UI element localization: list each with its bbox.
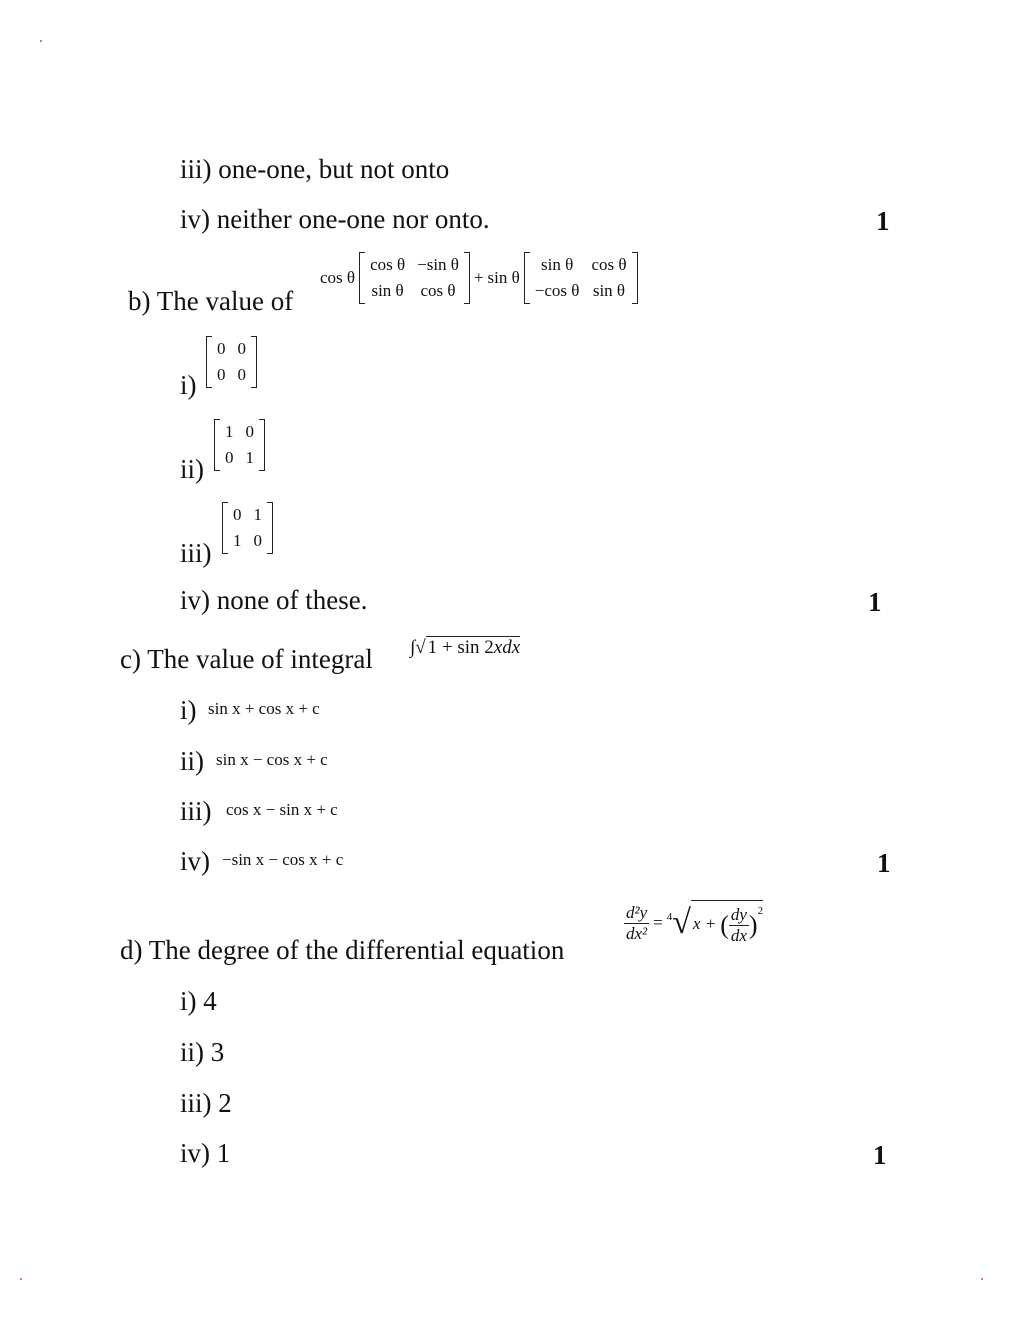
matrix-cell: 1 bbox=[253, 505, 262, 524]
option-d-iii bbox=[180, 1090, 232, 1117]
matrix-cell: 0 bbox=[237, 339, 246, 358]
option-b-ii-label: ii) bbox=[180, 454, 204, 484]
scan-artifact bbox=[981, 1278, 983, 1280]
question-d-prompt: d) The degree of the differential equation bbox=[120, 935, 565, 965]
option-label: ii) bbox=[180, 1037, 204, 1067]
scan-artifact bbox=[40, 40, 42, 42]
option-text: neither one-one nor onto. bbox=[216, 204, 490, 234]
matrix-cell: −sin θ bbox=[417, 255, 459, 274]
option-d-ii bbox=[180, 1039, 224, 1066]
option-c-ii-text: sin x − cos x + c bbox=[216, 750, 328, 769]
lhs-fraction bbox=[624, 903, 649, 944]
marks-d: 1 bbox=[873, 1140, 887, 1170]
option-label: iv) bbox=[180, 1138, 210, 1168]
matrix-cell: 0 bbox=[217, 365, 226, 384]
option-c-i-text: sin x + cos x + c bbox=[208, 699, 320, 718]
coef-sin: sin θ bbox=[487, 268, 520, 287]
option-c-iv-text: −sin x − cos x + c bbox=[222, 850, 344, 869]
marks-a: 1 bbox=[876, 206, 890, 236]
rhs-numerator: dy bbox=[730, 905, 747, 924]
option-text: none of these. bbox=[216, 585, 368, 615]
option-c-iii-label: iii) bbox=[180, 796, 212, 826]
matrix-cell: cos θ bbox=[591, 255, 627, 274]
lhs-numerator: d²y bbox=[626, 902, 648, 922]
option-c-ii-label: ii) bbox=[180, 746, 204, 776]
matrix-cell: 0 bbox=[225, 448, 234, 467]
option-b-iv bbox=[180, 587, 367, 614]
option-b-i-matrix bbox=[206, 336, 257, 388]
question-c-prompt: c) The value of integral bbox=[120, 644, 373, 674]
option-c-iv-label: iv) bbox=[180, 846, 210, 876]
radical-icon: √ bbox=[672, 904, 691, 941]
question-b-expression bbox=[320, 252, 638, 304]
paren-close: ) bbox=[748, 910, 758, 940]
matrix-cell: 0 bbox=[233, 505, 242, 524]
equals-sign: = bbox=[653, 913, 663, 932]
option-d-i bbox=[180, 988, 217, 1015]
matrix-cell: −cos θ bbox=[534, 281, 580, 300]
option-c-i-label: i) bbox=[180, 695, 197, 725]
option-b-iii-label: iii) bbox=[180, 538, 212, 568]
root-index: 4 bbox=[666, 911, 673, 923]
rhs-x: x + bbox=[692, 914, 717, 934]
sqrt-icon: √ bbox=[415, 637, 426, 658]
option-b-i-label: i) bbox=[180, 370, 197, 400]
option-label: i) bbox=[180, 986, 197, 1016]
question-b-prompt: b) The value of bbox=[128, 286, 294, 316]
marks-b: 1 bbox=[868, 587, 882, 617]
option-label: iv) bbox=[180, 585, 210, 615]
power: 2 bbox=[757, 905, 764, 917]
rhs-fraction bbox=[729, 905, 749, 946]
matrix-cell: cos θ bbox=[370, 255, 406, 274]
option-label: iii) bbox=[180, 1088, 212, 1118]
question-c-integral bbox=[410, 636, 520, 659]
matrix-cell: cos θ bbox=[420, 281, 456, 300]
radicand: 1 + sin 2 bbox=[427, 637, 494, 658]
plus-sign: + bbox=[473, 268, 484, 287]
matrix-cell: 1 bbox=[225, 422, 234, 441]
option-d-iv bbox=[180, 1140, 230, 1167]
option-text: one-one, but not onto bbox=[218, 154, 450, 184]
option-b-ii-matrix bbox=[214, 419, 265, 471]
matrix-cell: 0 bbox=[217, 339, 226, 358]
matrix-cell: 0 bbox=[245, 422, 254, 441]
lhs-denominator: dx² bbox=[626, 923, 648, 943]
option-b-iii-matrix bbox=[222, 502, 273, 554]
option-a-iv bbox=[180, 206, 490, 233]
question-d-equation bbox=[624, 900, 763, 946]
option-label: iv) bbox=[180, 204, 210, 234]
option-text: 2 bbox=[218, 1088, 232, 1118]
option-text: 4 bbox=[203, 986, 217, 1016]
radicand-var: xdx bbox=[493, 637, 521, 658]
matrix-cell: 0 bbox=[237, 365, 246, 384]
option-text: 3 bbox=[210, 1037, 225, 1067]
matrix-cell: 0 bbox=[253, 531, 262, 550]
option-a-iii bbox=[180, 156, 449, 183]
matrix-cell: 1 bbox=[245, 448, 254, 467]
matrix-cell: sin θ bbox=[540, 255, 574, 274]
matrix-cell: sin θ bbox=[592, 281, 626, 300]
option-text: 1 bbox=[216, 1138, 231, 1168]
matrix-1 bbox=[359, 252, 470, 304]
scan-artifact bbox=[20, 1278, 22, 1280]
matrix-2 bbox=[524, 252, 638, 304]
coef-cos: cos θ bbox=[320, 268, 356, 287]
rhs-denominator: dx bbox=[730, 926, 747, 945]
paren-open: ( bbox=[720, 910, 729, 940]
option-c-iii-text: cos x − sin x + c bbox=[226, 800, 338, 819]
option-label: iii) bbox=[180, 154, 212, 184]
marks-c: 1 bbox=[877, 848, 891, 878]
integral-icon: ∫ bbox=[410, 637, 416, 658]
matrix-cell: sin θ bbox=[371, 281, 404, 300]
matrix-cell: 1 bbox=[233, 531, 242, 550]
